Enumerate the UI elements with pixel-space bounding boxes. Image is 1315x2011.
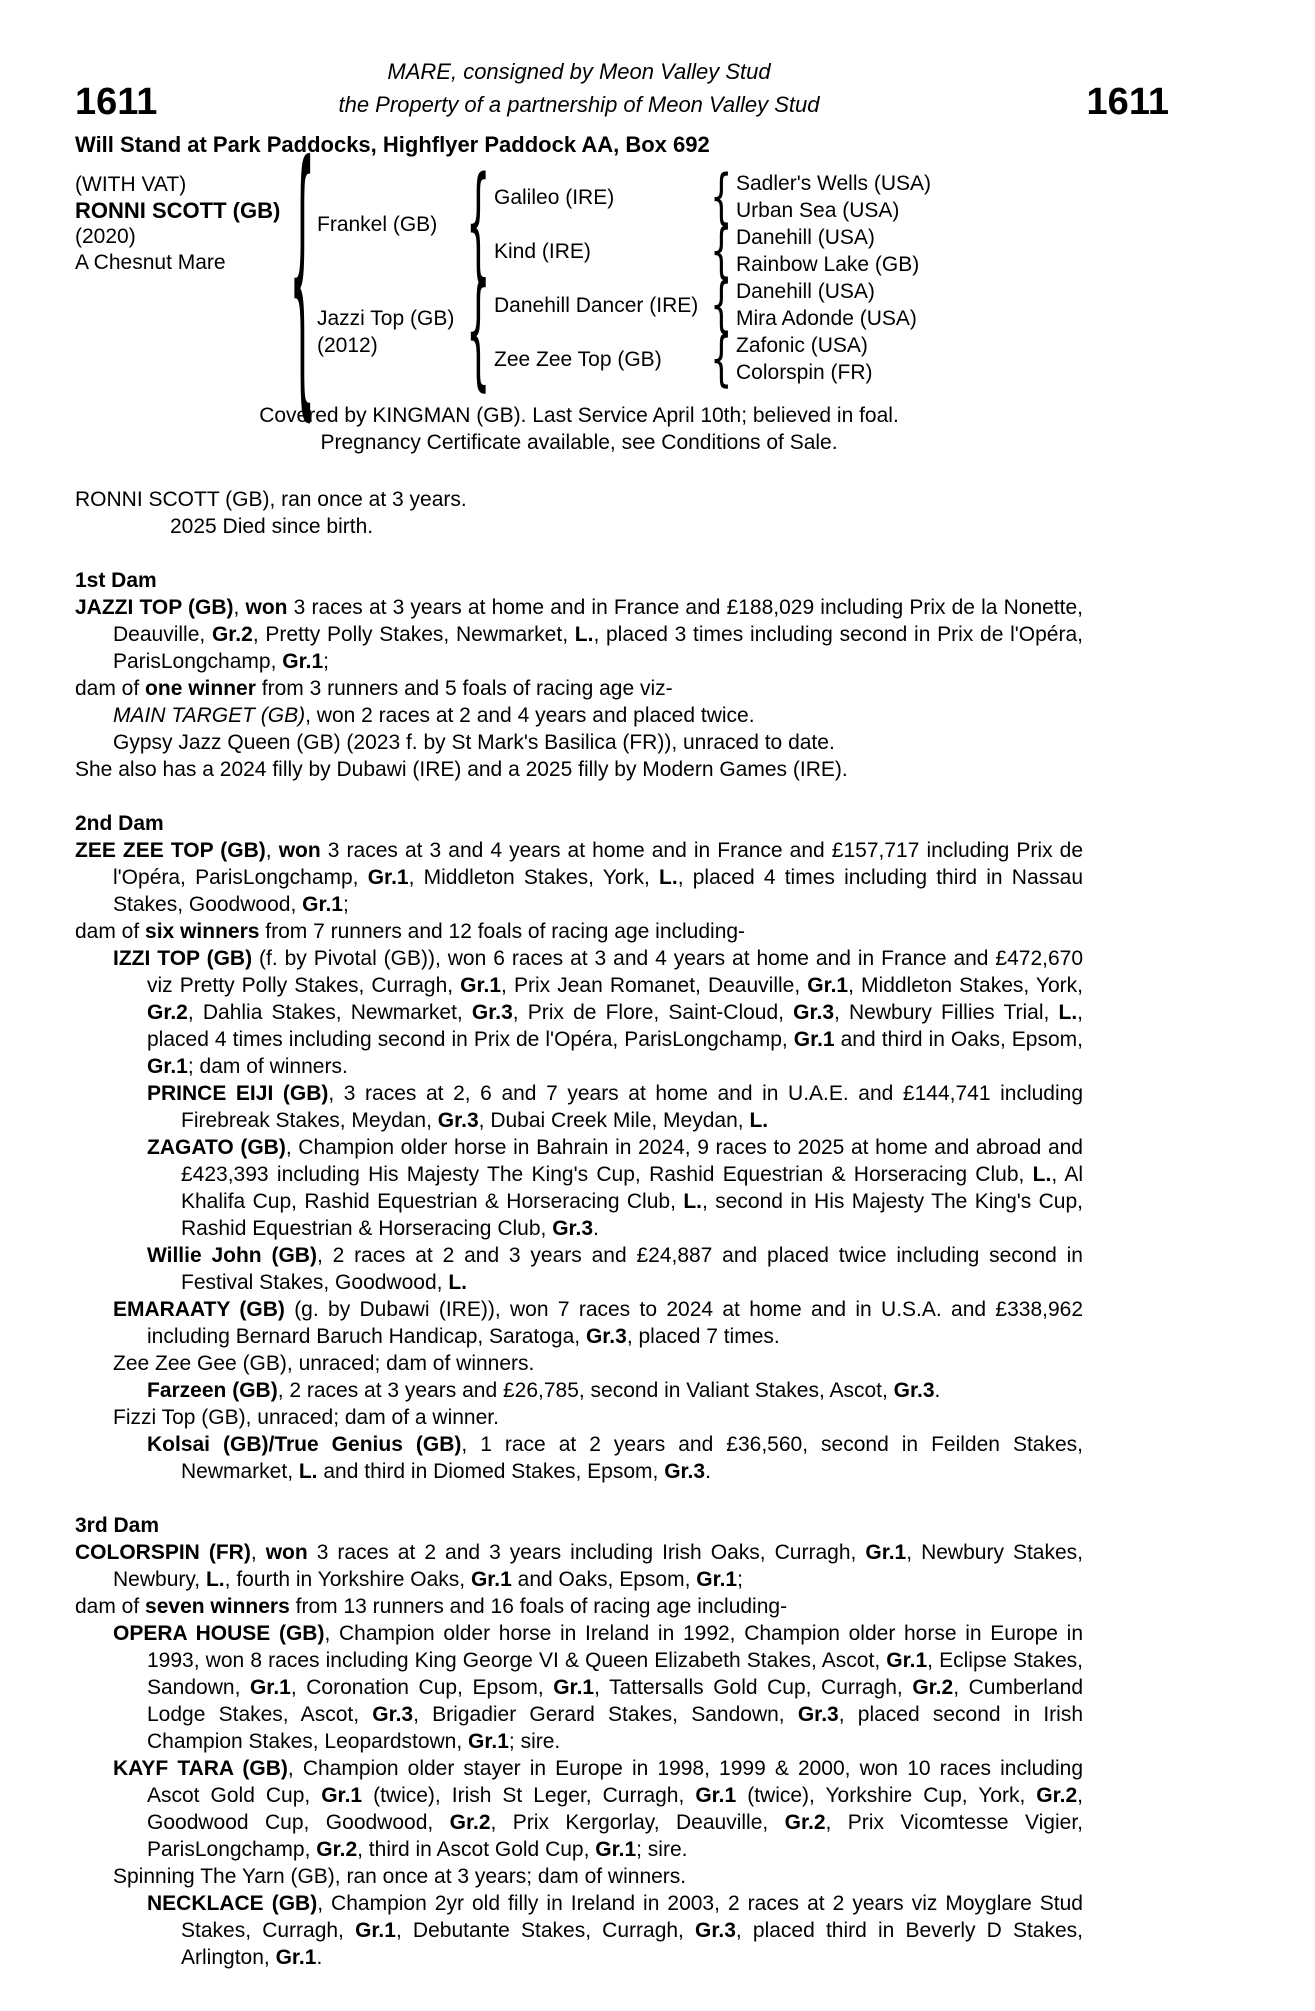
pedigree-brace-icon: { bbox=[710, 270, 733, 340]
pedigree-paragraph bbox=[75, 1377, 1083, 1404]
text-run: , placed second in Irish Champion Stakes, Leopardstown, bbox=[147, 1703, 1083, 1753]
stabling-line: Will Stand at Park Paddocks, Highflyer Paddock AA, Box 692 bbox=[75, 132, 710, 157]
sire-name bbox=[317, 170, 462, 278]
text-run: Gr.1 bbox=[367, 866, 409, 889]
grandsire-name: Galileo (IRE) bbox=[494, 185, 615, 209]
text-run: ZAGATO (GB) bbox=[147, 1136, 286, 1159]
text-run: Gr.1 bbox=[696, 1568, 738, 1591]
text-run: Gr.2 bbox=[316, 1838, 358, 1861]
text-run: Fizzi Top (GB), unraced; dam of a winner. bbox=[113, 1406, 499, 1429]
text-run: , Dahlia Stakes, Newmarket, bbox=[187, 1001, 472, 1024]
text-run: Gr.2 bbox=[1036, 1784, 1078, 1807]
pedigree-brace-icon: { bbox=[710, 216, 733, 286]
text-run: , placed third in Beverly D Stakes, Arlington, bbox=[181, 1919, 1083, 1969]
text-run: EMARAATY (GB) bbox=[113, 1298, 285, 1321]
text-run: She also has a 2024 filly by Dubawi (IRE) and a 2025 filly by Modern Games (IRE). bbox=[75, 758, 848, 781]
text-run: , Champion older stayer in Europe in 1998, 1999 & 2000, won 10 races including Ascot Gold Cup, bbox=[147, 1757, 1083, 1807]
great-grandparent-name: Mira Adonde (USA) bbox=[736, 307, 917, 330]
text-run: dam of bbox=[75, 920, 146, 943]
text-run: one winner bbox=[145, 677, 256, 700]
text-run: L. bbox=[749, 1109, 769, 1132]
text-run: , Newbury Fillies Trial, bbox=[834, 1001, 1059, 1024]
dam-heading: 2nd Dam bbox=[75, 812, 164, 835]
pedigree-paragraph bbox=[75, 1242, 1083, 1296]
pedigree-paragraph bbox=[75, 1593, 1083, 1620]
text-run: MAIN TARGET (GB) bbox=[113, 704, 306, 727]
text-run: Gr.2 bbox=[912, 1676, 954, 1699]
great-grandparent-name: Danehill (USA) bbox=[736, 280, 875, 303]
text-run: 3 races at 3 years at home and in France and £188,029 including Prix de la Nonette, Deauville, bbox=[113, 596, 1083, 646]
text-run: , Pretty Polly Stakes, Newmarket, bbox=[252, 623, 575, 646]
text-run: and Oaks, Epsom, bbox=[511, 1568, 697, 1591]
dam-name-text: Jazzi Top (GB) bbox=[317, 307, 455, 330]
text-run: , Champion older horse in Ireland in 1992, Champion older horse in Europe in 1993, won 8 races including King George VI & Queen Elizabeth Stakes, Ascot, bbox=[147, 1622, 1084, 1672]
text-run: L. bbox=[298, 1460, 318, 1483]
granddam-name: Kind (IRE) bbox=[494, 239, 591, 263]
text-run: Gr.1 bbox=[302, 893, 343, 916]
pedigree-paragraph bbox=[75, 837, 1083, 918]
text-run: dam of bbox=[75, 677, 146, 700]
text-run: NECKLACE (GB) bbox=[147, 1892, 318, 1915]
text-run: , Coronation Cup, Epsom, bbox=[290, 1676, 554, 1699]
text-run: Gr.2 bbox=[449, 1811, 491, 1834]
text-run: L. bbox=[1058, 1001, 1078, 1024]
text-run: won bbox=[265, 1541, 308, 1564]
pedigree-paragraph bbox=[75, 1404, 1083, 1431]
text-run: , fourth in Yorkshire Oaks, bbox=[224, 1568, 471, 1591]
race-record bbox=[75, 486, 1083, 540]
consignor-line: MARE, consigned by Meon Valley Stud bbox=[387, 59, 771, 84]
text-run: Kolsai (GB)/True Genius (GB) bbox=[147, 1433, 462, 1456]
text-run: , Champion older horse in Bahrain in 2024, 9 races to 2025 at home and abroad and £423,393 including His Majesty The King's Cup, Rashid Equestrian & Horseracing Club, bbox=[181, 1136, 1083, 1186]
text-run: Gr.1 bbox=[595, 1838, 637, 1861]
horse-block bbox=[75, 170, 287, 386]
grandsire-name: Danehill Dancer (IRE) bbox=[494, 293, 699, 317]
text-run: , 1 race at 2 years and £36,560, second in Feilden Stakes, Newmarket, bbox=[181, 1433, 1083, 1483]
text-run: Gr.1 bbox=[553, 1676, 595, 1699]
pedigree-paragraph bbox=[75, 1134, 1083, 1242]
text-run: L. bbox=[205, 1568, 225, 1591]
text-run: . bbox=[316, 1946, 323, 1969]
text-run: from 13 runners and 16 foals of racing age including- bbox=[289, 1595, 788, 1618]
text-run: JAZZI TOP (GB) bbox=[75, 596, 234, 619]
text-run: , placed 3 times including second in Prix de l'Opéra, ParisLongchamp, bbox=[113, 623, 1083, 673]
text-run: , placed 4 times including second in Prix de l'Opéra, ParisLongchamp, bbox=[147, 1001, 1084, 1051]
text-run: won bbox=[245, 596, 288, 619]
text-run: L. bbox=[1032, 1163, 1052, 1186]
text-run: Spinning The Yarn (GB), ran once at 3 years; dam of winners. bbox=[113, 1865, 687, 1888]
text-run: Gr.2 bbox=[211, 623, 253, 646]
covering-details bbox=[75, 402, 1083, 456]
text-run: Gr.1 bbox=[460, 974, 502, 997]
text-run: (twice), Irish St Leger, Curragh, bbox=[362, 1784, 696, 1807]
text-run: from 3 runners and 5 foals of racing age viz- bbox=[255, 677, 673, 700]
race-record-line: RONNI SCOTT (GB), ran once at 3 years. bbox=[75, 488, 467, 511]
text-run: . bbox=[705, 1460, 711, 1483]
text-run: and third in Oaks, Epsom, bbox=[834, 1028, 1083, 1051]
text-run: Gr.1 bbox=[470, 1568, 512, 1591]
text-run: Gr.1 bbox=[147, 1055, 188, 1078]
text-run: won bbox=[278, 839, 321, 862]
text-run: , Brigadier Gerard Stakes, Sandown, bbox=[413, 1703, 798, 1726]
property-line: the Property of a partnership of Meon Valley Stud bbox=[338, 92, 820, 117]
dam-sections bbox=[75, 567, 1083, 1971]
text-run: Gr.2 bbox=[147, 1001, 188, 1024]
text-run: ; bbox=[323, 650, 329, 673]
text-run: , third in Ascot Gold Cup, bbox=[357, 1838, 596, 1861]
text-run: , Al Khalifa Cup, Rashid Equestrian & Horseracing Club, bbox=[181, 1163, 1083, 1213]
text-run: ; bbox=[343, 893, 349, 916]
text-run: , placed 7 times. bbox=[626, 1325, 780, 1348]
produce-record-line: 2025 Died since birth. bbox=[170, 515, 374, 538]
text-run: ; sire. bbox=[508, 1730, 561, 1753]
text-run: , Goodwood Cup, Goodwood, bbox=[147, 1784, 1084, 1834]
text-run: from 7 runners and 12 foals of racing age including- bbox=[259, 920, 746, 943]
text-run: IZZI TOP (GB) bbox=[113, 947, 253, 970]
text-run: dam of bbox=[75, 1595, 146, 1618]
text-run: , Middleton Stakes, York, bbox=[848, 974, 1083, 997]
dam-year-text: (2012) bbox=[317, 334, 378, 357]
text-run: Gr.3 bbox=[664, 1460, 706, 1483]
text-run: ; bbox=[737, 1568, 743, 1591]
text-run: L. bbox=[574, 623, 594, 646]
pedigree-brace-icon: { bbox=[289, 107, 315, 449]
text-run: , bbox=[233, 596, 246, 619]
text-run: Gr.1 bbox=[321, 1784, 363, 1807]
pedigree-paragraph bbox=[75, 756, 1083, 783]
text-run: , second in His Majesty The King's Cup, Rashid Equestrian & Horseracing Club, bbox=[181, 1190, 1083, 1240]
pedigree-paragraph bbox=[75, 918, 1083, 945]
text-run: , Prix Vicomtesse Vigier, ParisLongchamp, bbox=[147, 1811, 1083, 1861]
pedigree-paragraph bbox=[75, 1755, 1083, 1863]
great-grandparent-name: Rainbow Lake (GB) bbox=[736, 253, 920, 276]
text-run: 3 races at 2 and 3 years including Irish Oaks, Curragh, bbox=[307, 1541, 866, 1564]
text-run: Gr.3 bbox=[437, 1109, 479, 1132]
pedigree-paragraph bbox=[75, 594, 1083, 675]
covering-line: Covered by KINGMAN (GB). Last Service April 10th; believed in foal. bbox=[259, 404, 899, 427]
pedigree-paragraph bbox=[75, 1620, 1083, 1755]
text-run: (f. by Pivotal (GB)), won 6 races at 3 and 4 years at home and in France and £472,670 viz Pretty Polly Stakes, Curragh, bbox=[147, 947, 1083, 997]
text-run: Gr.3 bbox=[797, 1703, 839, 1726]
text-run: ZEE ZEE TOP (GB) bbox=[75, 839, 266, 862]
great-grandparent-name: Sadler's Wells (USA) bbox=[736, 172, 931, 195]
granddam-name: Zee Zee Top (GB) bbox=[494, 347, 662, 371]
pedigree-paragraph bbox=[75, 1539, 1083, 1593]
text-run: , bbox=[265, 839, 279, 862]
text-run: L. bbox=[683, 1190, 702, 1213]
text-run: , 2 races at 3 years and £26,785, second in Valiant Stakes, Ascot, bbox=[277, 1379, 894, 1402]
text-run: ; sire. bbox=[636, 1838, 688, 1861]
pedigree-brace-icon: { bbox=[710, 162, 733, 232]
text-run: L. bbox=[448, 1271, 467, 1294]
text-run: (g. by Dubawi (IRE)), won 7 races to 2024 at home and in U.S.A. and £338,962 including Bernard Baruch Handicap, Saratoga, bbox=[147, 1298, 1083, 1348]
text-run: (twice), Yorkshire Cup, York, bbox=[736, 1784, 1037, 1807]
pedigree-paragraph bbox=[75, 945, 1083, 1080]
pedigree-paragraph bbox=[75, 1080, 1083, 1134]
text-run: , Newbury Stakes, Newbury, bbox=[113, 1541, 1084, 1591]
pedigree-paragraph bbox=[75, 1863, 1083, 1890]
text-run: Farzeen (GB) bbox=[147, 1379, 278, 1402]
horse-description: A Chesnut Mare bbox=[75, 251, 226, 274]
lot-number-right: 1611 bbox=[1086, 81, 1169, 123]
text-run: , Middleton Stakes, York, bbox=[408, 866, 660, 889]
text-run: . bbox=[593, 1217, 599, 1240]
pedigree-paragraph bbox=[75, 1431, 1083, 1485]
page-header bbox=[75, 55, 1169, 123]
text-run: seven winners bbox=[145, 1595, 290, 1618]
text-run: and third in Diomed Stakes, Epsom, bbox=[317, 1460, 665, 1483]
great-grandparent-name: Zafonic (USA) bbox=[736, 334, 868, 357]
dam-name bbox=[317, 278, 462, 386]
text-run: Gr.1 bbox=[249, 1676, 291, 1699]
text-run: OPERA HOUSE (GB) bbox=[113, 1622, 325, 1645]
horse-year: (2020) bbox=[75, 225, 136, 248]
text-run: Gypsy Jazz Queen (GB) (2023 f. by St Mark's Basilica (FR)), unraced to date. bbox=[113, 731, 835, 754]
text-run: Gr.3 bbox=[793, 1001, 835, 1024]
sire-name-text: Frankel (GB) bbox=[317, 212, 438, 236]
text-run: Gr.3 bbox=[471, 1001, 513, 1024]
text-run: Gr.1 bbox=[865, 1541, 907, 1564]
text-run: , Prix Jean Romanet, Deauville, bbox=[501, 974, 808, 997]
text-run: PRINCE EIJI (GB) bbox=[147, 1082, 329, 1105]
text-run: 3 races at 3 and 4 years at home and in France and £157,717 including Prix de l'Opéra, ParisLongchamp, bbox=[113, 839, 1083, 889]
text-run: Gr.1 bbox=[793, 1028, 835, 1051]
text-run: , bbox=[250, 1541, 266, 1564]
text-run: , 2 races at 2 and 3 years and £24,887 and placed twice including second in Festival Stakes, Goodwood, bbox=[181, 1244, 1083, 1294]
text-run: , Eclipse Stakes, Sandown, bbox=[147, 1649, 1083, 1699]
pedigree-paragraph bbox=[75, 702, 1083, 729]
pedigree-paragraph bbox=[75, 729, 1083, 756]
text-run: , Prix Kergorlay, Deauville, bbox=[490, 1811, 785, 1834]
text-run: , won 2 races at 2 and 4 years and placed twice. bbox=[305, 704, 755, 727]
text-run: Gr.3 bbox=[552, 1217, 594, 1240]
text-run: , Tattersalls Gold Cup, Curragh, bbox=[594, 1676, 913, 1699]
pedigree-paragraph bbox=[75, 1890, 1083, 1971]
pedigree-brace-icon: { bbox=[710, 324, 733, 394]
horse-name: RONNI SCOTT (GB) bbox=[75, 198, 281, 223]
pedigree-brace-icon: { bbox=[465, 259, 491, 405]
text-run: , Prix de Flore, Saint-Cloud, bbox=[512, 1001, 794, 1024]
vat-note: (WITH VAT) bbox=[75, 173, 187, 196]
great-grandparent-name: Colorspin (FR) bbox=[736, 361, 873, 384]
pedigree-brace-icon: { bbox=[465, 151, 491, 297]
text-run: Gr.3 bbox=[585, 1325, 627, 1348]
pregnancy-certificate-line: Pregnancy Certificate available, see Conditions of Sale. bbox=[320, 431, 838, 454]
text-run: Gr.1 bbox=[695, 1784, 737, 1807]
lot-number-left: 1611 bbox=[75, 81, 158, 123]
dam-heading: 1st Dam bbox=[75, 569, 157, 592]
text-run: ; dam of winners. bbox=[187, 1055, 348, 1078]
text-run: KAYF TARA (GB) bbox=[113, 1757, 288, 1780]
pedigree-paragraph bbox=[75, 1350, 1083, 1377]
text-run: Willie John (GB) bbox=[147, 1244, 317, 1267]
text-run: COLORSPIN (FR) bbox=[75, 1541, 251, 1564]
pedigree-paragraph bbox=[75, 1296, 1083, 1350]
pedigree-paragraph bbox=[75, 675, 1083, 702]
text-run: Gr.3 bbox=[372, 1703, 414, 1726]
text-run: , Champion 2yr old filly in Ireland in 2003, 2 races at 2 years viz Moyglare Stud Stakes, Curragh, bbox=[181, 1892, 1083, 1942]
text-run: L. bbox=[659, 866, 678, 889]
text-run: Gr.1 bbox=[468, 1730, 509, 1753]
text-run: six winners bbox=[145, 920, 260, 943]
text-run: Gr.3 bbox=[893, 1379, 935, 1402]
great-grandparent-name: Danehill (USA) bbox=[736, 226, 875, 249]
text-run: , placed 4 times including third in Nassau Stakes, Goodwood, bbox=[113, 866, 1084, 916]
text-run: Gr.1 bbox=[355, 1919, 396, 1942]
text-run: Gr.2 bbox=[784, 1811, 826, 1834]
text-run: Gr.1 bbox=[807, 974, 849, 997]
text-run: Zee Zee Gee (GB), unraced; dam of winners. bbox=[113, 1352, 535, 1375]
text-run: , Cumberland Lodge Stakes, Ascot, bbox=[147, 1676, 1083, 1726]
text-run: Gr.1 bbox=[275, 1946, 317, 1969]
text-run: Gr.1 bbox=[282, 650, 324, 673]
text-run: Gr.1 bbox=[886, 1649, 928, 1672]
dam-heading: 3rd Dam bbox=[75, 1514, 160, 1537]
text-run: Gr.3 bbox=[695, 1919, 736, 1942]
great-grandparent-name: Urban Sea (USA) bbox=[736, 199, 900, 222]
text-run: , Debutante Stakes, Curragh, bbox=[395, 1919, 696, 1942]
text-run: . bbox=[934, 1379, 941, 1402]
text-run: , Dubai Creek Mile, Meydan, bbox=[478, 1109, 750, 1132]
text-run: , 3 races at 2, 6 and 7 years at home and in U.A.E. and £144,741 including Firebreak Stakes, Meydan, bbox=[181, 1082, 1083, 1132]
